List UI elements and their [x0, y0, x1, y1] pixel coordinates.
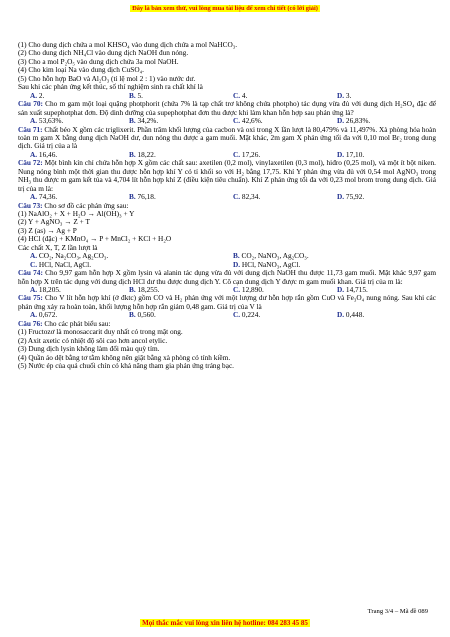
statement-line: (1) Fructozơ là monosaccarit duy nhất có trong mật ong. [18, 327, 183, 337]
option-letter: B. [233, 251, 240, 261]
option-b: B. 0,560. [129, 310, 156, 320]
question-label: Câu 75: [18, 293, 43, 303]
option-letter: D. [337, 90, 345, 100]
answer-options [18, 92, 436, 100]
statement-line: (2) Axit axetic có nhiệt độ sôi cao hơn ancol etylic. [18, 335, 168, 345]
option-d: D. 26,83%. [337, 116, 371, 126]
hotline-footer [0, 619, 450, 627]
option-c: C. 17,26. [233, 149, 261, 159]
option-b: B. 5. [129, 90, 143, 100]
question-label: Câu 70: [18, 99, 43, 109]
option-a: A. 16,46. [30, 149, 58, 159]
option-a: A. 18,205. [30, 285, 61, 295]
experiment-line: (4) Cho kim loại Na vào dung dịch CuSO₄. [18, 65, 144, 75]
answer-options [18, 286, 436, 294]
hotline-text: Mọi thắc mắc vui lòng xin liên hệ hotline: 084 283 45 85 [142, 619, 308, 627]
statement-line: (5) Nước ép của quả chuối chín có khả năng tham gia phản ứng tráng bạc. [18, 361, 235, 371]
option-b: B. CO₂, NaNO₃, Ag₂CO₃. [233, 251, 309, 261]
answer-options [18, 151, 436, 159]
option-letter: C. [233, 149, 241, 159]
question-label: Câu 74: [18, 268, 43, 278]
option-letter: D. [337, 116, 345, 126]
option-letter: B. [129, 149, 136, 159]
page-number: Trang 3/4 – Mã đề 089 [367, 608, 428, 615]
reaction-line: (1) NaAlO₂ + X + H₂O → Al(OH)₃ + Y [18, 209, 135, 218]
question-label: Câu 76: [18, 318, 43, 328]
statement-line: (4) Quần áo dệt bằng tơ tằm không nên giặt bằng xà phòng có tính kiềm. [18, 352, 231, 362]
option-letter: A. [30, 149, 38, 159]
option-d: D. 75,92. [337, 192, 365, 202]
option-letter: B. [129, 310, 136, 320]
option-letter: B. [129, 192, 136, 202]
option-d: D. HCl, NaNO₃, AgCl. [233, 259, 301, 269]
question-72 [18, 159, 436, 193]
question-text: Cho các phát biểu sau: [44, 318, 111, 328]
reaction-line: (4) HCl (đặc) + KMnO₄ → P + MnCl₂ + KCl + H₂O [18, 234, 172, 244]
option-letter: C. [233, 192, 241, 202]
option-letter: C. [30, 259, 38, 269]
option-b: B. 76,18. [129, 192, 156, 202]
option-letter: D. [337, 149, 345, 159]
question-text: Cho sơ đồ các phản ứng sau: [44, 200, 129, 210]
option-d: D. 0,448. [337, 310, 365, 320]
option-a: A. 0,672. [30, 310, 58, 320]
option-c: C. 4. [233, 90, 248, 100]
option-letter: A. [30, 192, 38, 202]
option-letter: C. [233, 285, 241, 295]
question-label: Câu 71: [18, 124, 43, 134]
question-74 [18, 269, 436, 286]
question-prompt: Các chất X, T, Z lần lượt là [18, 242, 98, 252]
option-letter: B. [129, 116, 136, 126]
option-letter: A. [30, 90, 38, 100]
option-c: C. 12,890. [233, 285, 264, 295]
answer-options [18, 193, 436, 201]
question-text: Chất béo X gồm các triglixerit. Phần trăm khối lượng của cacbon và oxi trong X lần lượt là 80,479% và 11,497%. Xà phòng hóa hoàn toàn m gam X bằng dung dịch NaOH dư, đun nóng thu được a gam muối. Mặt khác, 2m gam X phản ứng tối đa với 0,10 mol Br₂ trong dung dịch. Giá trị của a là [18, 124, 436, 151]
experiment-line: (2) Cho dung dịch NH₄Cl vào dung dịch NaOH đun nóng. [18, 48, 189, 58]
option-b: B. 34,2%. [129, 116, 159, 126]
question-text: Một bình kín chỉ chứa hỗn hợp X gồm các chất sau: axetilen (0,2 mol), vinylaxetilen (0,3 mol), hiđro (0,25 mol), và một ít bột niken. Nung nóng bình một thời gian thu được hỗn hợp khí Y có tỉ khối so với H₂ bằng 17,75. Khí Y phản ứng vừa đủ với 0,54 mol AgNO₃ trong NH₃ thu được m gam kết tủa và 4,704 lít hỗn hợp khí Z (điều kiện tiêu chuẩn). Khí Z phản ứng tối đa với 0,23 mol brom trong dung dịch. Giá trị của m là: [18, 158, 436, 193]
option-b: B. 18,22. [129, 149, 156, 159]
answer-options [18, 117, 436, 125]
option-letter: A. [30, 116, 38, 126]
option-a: A. 74,36. [30, 192, 58, 202]
option-c: C. 82,34. [233, 192, 261, 202]
question-70 [18, 100, 436, 117]
option-letter: D. [337, 192, 345, 202]
option-letter: A. [30, 285, 38, 295]
document-body [18, 41, 436, 371]
option-letter: D. [337, 285, 345, 295]
question-75 [18, 294, 436, 311]
option-letter: B. [129, 90, 136, 100]
statement-line: (3) Dung dịch lysin không làm đổi màu quỳ tím. [18, 344, 160, 354]
option-letter: D. [337, 310, 345, 320]
question-label: Câu 72: [18, 158, 43, 168]
option-c: C. 0,224. [233, 310, 261, 320]
question-prompt: Sau khi các phản ứng kết thúc, số thí nghiệm sinh ra chất khí là [18, 82, 203, 92]
option-a: A. 2. [30, 90, 45, 100]
reaction-line: (3) Z (as) → Ag + P [18, 225, 77, 235]
option-letter: C. [233, 310, 241, 320]
option-c: C. 42,6%. [233, 116, 263, 126]
question-text: Cho V lít hỗn hợp khí (ở đktc) gồm CO và H₂ phản ứng với một lượng dư hỗn hợp rắn gồm CuO và Fe₃O₄ nung nóng. Sau khi các phản ứng xảy ra hoàn toàn, khối lượng hỗn hợp rắn giảm 0,48 gam. Giá trị của V là [18, 293, 436, 311]
option-letter: B. [129, 285, 136, 295]
answer-options [18, 311, 436, 319]
option-letter: A. [30, 251, 38, 261]
option-letter: D. [233, 259, 241, 269]
question-text: Cho m gam một loại quặng photphorit (chứa 7% là tạp chất trơ không chứa photpho) tác dụng vừa đủ với dung dịch H₂SO₄ đặc để sản xuất supephotphat đơn. Độ dinh dưỡng của supephotphat đơn thu được khi làm khan hỗn hợp sau phản ứng là? [18, 99, 436, 117]
question-71 [18, 126, 436, 151]
option-letter: C. [233, 90, 241, 100]
experiment-line: (5) Cho hỗn hợp BaO và Al₂O₃ (tỉ lệ mol 2 : 1) vào nước dư. [18, 73, 196, 83]
question-text: Cho 9,97 gam hỗn hợp X gồm lysin và alanin tác dụng vừa đủ với dung dịch NaOH thu được 11,73 gam muối. Mặt khác 9,97 gam hỗn hợp X trên tác dụng với dung dịch HCl dư thu được dung dịch Y. Cô cạn dung dịch Y được m gam muối khan. Giá trị của m là: [18, 268, 436, 286]
question-label: Câu 73: [18, 200, 43, 210]
preview-banner-text: Đây là bản xem thử, vui lòng mua tài liệu để xem chi tiết (có lời giải) [132, 5, 318, 12]
option-d: D. 3. [337, 90, 352, 100]
preview-banner [0, 5, 450, 12]
option-d: D. 17,10. [337, 149, 365, 159]
option-d: D. 14,715. [337, 285, 368, 295]
reaction-line: (2) Y + AgNO₃ → Z + T [18, 217, 90, 227]
option-letter: A. [30, 310, 38, 320]
option-c: C. HCl, NaCl, AgCl. [30, 259, 92, 269]
option-b: B. 18,255. [129, 285, 160, 295]
option-letter: C. [233, 116, 241, 126]
experiment-line: (3) Cho a mol P₂O₅ vào dung dịch chứa 3a mol NaOH. [18, 56, 179, 66]
experiment-line: (1) Cho dung dịch chứa a mol KHSO₄ vào dung dịch chứa a mol NaHCO₃. [18, 40, 238, 49]
option-a: A. 53,63%. [30, 116, 64, 126]
answer-options [18, 261, 436, 269]
option-a: A. CO₂, Na₂CO₃, Ag₂CO₃. [30, 251, 109, 261]
